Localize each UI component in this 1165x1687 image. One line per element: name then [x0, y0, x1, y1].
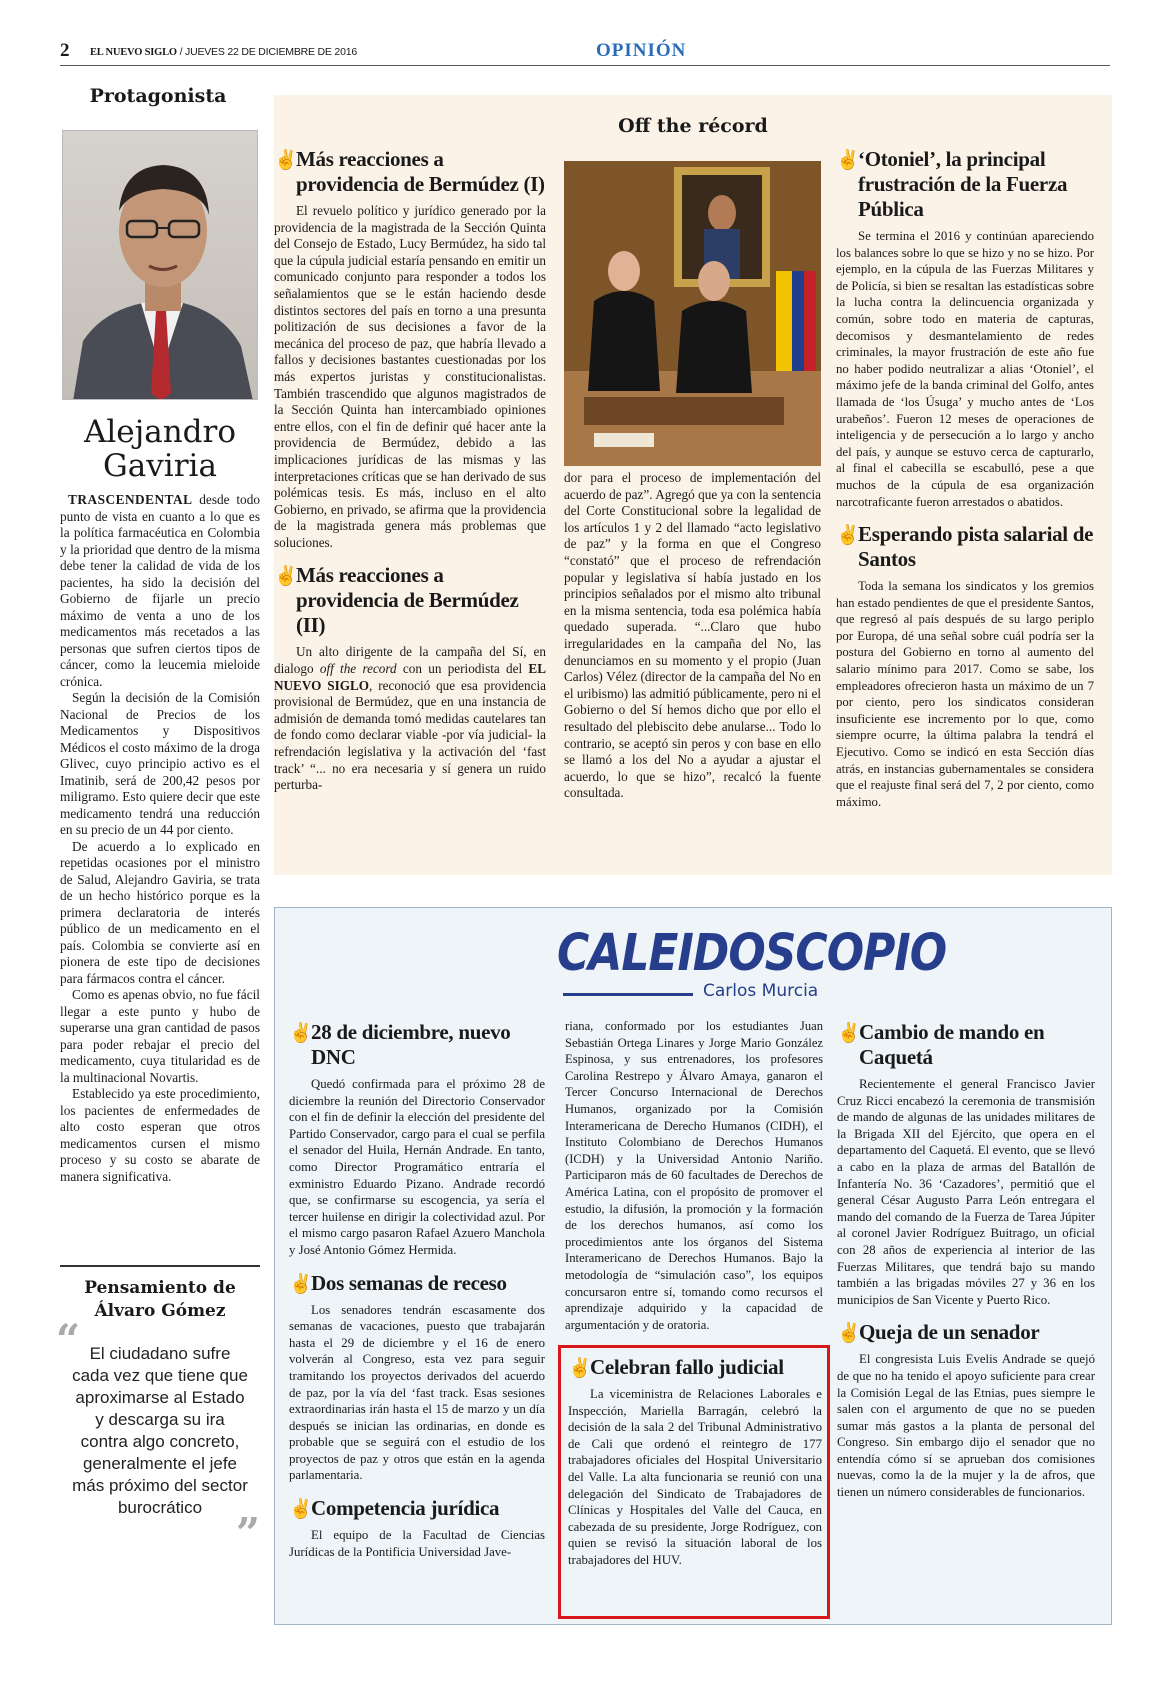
- victory-hand-icon: ✌: [837, 1323, 861, 1345]
- caleidoscopio-box: [274, 907, 1112, 1625]
- otr-column-3: [836, 147, 1094, 810]
- article-headline: ✌ 28 de diciembre, nuevo DNC: [289, 1020, 511, 1069]
- victory-hand-icon: ✌: [289, 1023, 313, 1044]
- quote-text: El ciudadano sufre cada vez que tiene que aproximarse al Estado y descarga su ira contra algo concreto, generalmente el jefe más próximo del sector burocrático: [72, 1344, 248, 1517]
- article-body: Recientemente el general Francisco Javier Cruz Ricci encabezó la ceremonia de transmisión de mando de algunas de las unidades militares de la Brigada XII del Ejército, que opera en el departamento del Caquetá. El evento, que se llevó a cabo en la plaza de armas del Batallón de Infantería No. 36 ‘Cazadores’, permitió que el general César Augusto Parra León entregara el mando del comando de la Fuerza de Tarea Júpiter al coronel Javier Rodríguez Buitrago, un oficial con 28 años de experiencia al interior de las Fuerzas Militares, que tendrá bajo su mando también a las brigadas móviles 27 y 36 en los municipios de San Vicente y Puerto Rico.: [837, 1077, 1095, 1307]
- article-body: dor para el proceso de implementación del acuerdo de paz”. Agregó que ya con la sentencia del Corte Constitucional sobre la legalidad de los artículos 1 y 2 del llamado “acto legislativo de paz” y la forma en que el Congreso “constató” que el proceso de refrendación popular y legislativa sí había justado en los principios señalados por el mismo alto tribunal en la misma sentencia, toda esa polémica había quedado superada. “...Claro que hubo irregularidades en la campaña del No, las denunciamos en su momento y el propio (Juan Carlos) Vélez (director de la campaña del No en el uribismo) las admitió públicamente, pero ni el Gobierno o del Sí hemos dicho que por ello el resultado del plebiscito debe anularse... Todo lo contrario, se aceptó sin peros y con base en ello se llamó a los del No a ayudar a ajustar el acuerdo, lo que se hizo”, recalcó la fuente consultada.: [564, 470, 821, 801]
- article-body: Un alto dirigente de la campaña del Sí, en dialogo off the record con un periodista del EL NUEVO SIGLO, reconoció que esa providencia provisional de Bermúdez, que en una instancia de admisión de demanda tomó medidas cautelares tan de fondo como declarar viable -por vía judicial- la refrendación legislativa y la activación del ‘fast track’ “... no era necesaria y sí genera un ruido perturba-: [274, 644, 546, 793]
- article-headline: ✌ Más reacciones a providencia de Bermúdez (I): [274, 147, 545, 196]
- article-body: El equipo de la Facultad de Ciencias Jurídicas de la Pontificia Universidad Jave-: [289, 1528, 545, 1559]
- article-headline: ✌ Celebran fallo judicial: [568, 1355, 784, 1379]
- article-body: Toda la semana los sindicatos y los gremios han estado pendientes de que el presidente Santos, que regresó al país después de su largo periplo por Europa, dé una señal sobre cuál podría ser la postura del Gobierno en torno al aumento del salario mínimo para 2017. Como se sabe, los empleadores ofrecieron hasta un máximo de un 7 por ciento, pero los sindicatos consideran insuficiente ese incremento por lo que, como siempre ocurre, la última palabra la tendrá el Ejecutivo. Como se indicó en esta Sección días atrás, en instancias gubernamentales se considera que el reajuste final será del 7, 2 por ciento, como máximo.: [836, 579, 1094, 809]
- article-headline: ✌ Esperando pista salarial de Santos: [836, 522, 1094, 572]
- protagonista-body: [60, 492, 260, 1185]
- cal-highlighted-article: [568, 1355, 822, 1569]
- off-the-record-title: Off the récord: [618, 115, 768, 137]
- article-headline: ✌ Competencia jurídica: [289, 1496, 500, 1521]
- article-body: El congresista Luis Evelis Andrade se quejó de que no ha tenido el apoyo suficiente para crear la Comisión Legal de las Etnias, pues siempre le salen con el argumento de que no se pueden sumar más gastos a la planta de personal del Congreso. Sin embargo dijo el senador que no entendía cómo sí se aprueban dos comisiones nuevas, como la de la mujer y la de afros, que tienen un número considerables de funcionarios.: [837, 1352, 1095, 1500]
- pensamiento-section: [56, 1265, 260, 1558]
- close-quote-icon: ”: [235, 1509, 260, 1558]
- article-body: riana, conformado por los estudiantes Juan Sebastián Ortega Linares y Jorge Mario González Espinosa, y sus entrenadores, los profesores Carolina Restrepo y Álvaro Amaya, ganaron el Tercer Concurso Internacional de Derechos Humanos, organizado por la Comisión Interamericana de Derecho Humanos (CIDH), el Instituto Colombiano de Derechos Humanos (ICDH) y la Universidad Antonio Nariño. Participaron más de 60 facultades de Derechos de América Latina, con el propósito de promover el estudio, la difusión, la promoción y la formación de los derechos humanos, así como los procedimientos ante los órganos del Sistema Interamericano de Derechos Humanos. Bajo la metodología de “simulación caso”, los equipos concursaron entre sí, tomando como recursos el aprendizaje adquirido y la capacidad de argumentación y de oratoria.: [565, 1019, 823, 1332]
- victory-hand-icon: ✌: [837, 1023, 861, 1044]
- portrait-illustration: [63, 131, 258, 400]
- article-body: La viceministra de Relaciones Laborales e Inspección, Mariella Barragán, celebró la decisión de la sala 2 del Tribunal Administrativo de Cali que ordenó el reintegro de 177 trabajadores oficiales del Hospital Universitario del Valle. La alta funcionaria se reunió con una delegación del Sindicato de Trabajadores de Clínicas y Hospitales del Valle del Cauca, en cabezada de su presidente, Jorge Rodríguez, con quien se revisó la situación laboral de los trabajadores del HUV.: [568, 1387, 822, 1567]
- protagonista-column: [56, 85, 260, 1645]
- page-header: [60, 40, 1110, 66]
- victory-hand-icon: ✌: [568, 1358, 592, 1379]
- otr-column-2: [564, 470, 821, 802]
- section-title: OPINIÓN: [596, 40, 687, 61]
- pensamiento-heading: Pensamiento de Álvaro Gómez: [84, 1278, 236, 1321]
- protagonista-paragraph: TRASCENDENTAL desde todo punto de vista en cuanto a lo que es la política farmacéutica en Colombia y la prioridad que dentro de la misma debe tener la calidad de vida de los pacientes, ha sido la decisión del Gobierno de fijarle un precio máximo de venta a uno de los medicamentos más recetados a las personas que sufren ciertos tipos de cáncer, como la leucemia mieloide crónica.: [60, 492, 260, 689]
- article-body: Quedó confirmada para el próximo 28 de diciembre la reunión del Directorio Conservador con el fin de definir la elección del presidente del Partido Conservador, cargo para el cual se perfila el senador del Huila, Hernán Andrade. En tanto, como Director Programático entraría el exministro Eduardo Pizano. Andrade recordó que, se confirmarse su escogencia, ya sería el tercer huilense en dirigir la colectividad azul. Por el mismo cargo pasaron Rafael Azuero Manchola y José Antonio Gómez Hermida.: [289, 1077, 545, 1257]
- victory-hand-icon: ✌: [289, 1273, 313, 1295]
- cal-column-3: [837, 1020, 1095, 1501]
- page-number: 2: [60, 40, 70, 61]
- article-headline: ✌ ‘Otoniel’, la principal frustración de la Fuerza Pública: [836, 147, 1068, 221]
- caleidoscopio-rule: [563, 993, 693, 996]
- protagonista-paragraph: Como es apenas obvio, no fue fácil llegar a este punto y hubo de superarse una gran cantidad de pasos para poder rebajar el precio del medicamento, cuya titularidad es de la multinacional Novartis.: [60, 987, 260, 1085]
- court-photo-illustration: [564, 161, 821, 466]
- otr-column-1: [274, 147, 546, 794]
- victory-hand-icon: ✌: [274, 150, 298, 171]
- victory-hand-icon: ✌: [836, 525, 860, 547]
- article-headline: ✌ Dos semanas de receso: [289, 1270, 507, 1295]
- court-photo: [564, 161, 821, 466]
- protagonista-paragraph: Establecido ya este procedimiento, los pacientes de enfermedades de alto costo esperan que otros medicamentos cursen el mismo proceso y su costo se abarate de manera significativa.: [60, 1086, 260, 1184]
- cal-column-1: [289, 1020, 545, 1560]
- newspaper-name: EL NUEVO SIGLO: [90, 47, 177, 58]
- masthead-date: [90, 46, 357, 58]
- protagonista-paragraph: De acuerdo a lo explicado en repetidas ocasiones por el ministro de Salud, Alejandro Gaviria, se trata de un hecho histórico porque es la primera declaratoria de interés público de un medicamento en el país. Colombia se convierte así en pionera de este tipo de decisiones para fármacos contra el cáncer.: [60, 838, 260, 986]
- issue-date: / JUEVES 22 DE DICIEMBRE DE 2016: [179, 46, 357, 58]
- lead-word: TRASCENDENTAL: [68, 492, 193, 507]
- protagonista-paragraph: Según la decisión de la Comisión Nacional de Precios de los Medicamentos y Dispositivos Médicos el costo máximo de la droga Glivec, cuyo principio activo es el Imatinib, será de 200,42 pesos por miligramo. Esto quiere decir que este medicamento tendrá una reducción en su precio de un 44 por ciento.: [60, 690, 260, 837]
- pensamiento-quote: [56, 1315, 260, 1558]
- article-body: Se termina el 2016 y continúan apareciendo los balances sobre lo que se hizo y no se hizo. Por ejemplo, en la cúpula de las Fuerzas Militares y de Policía, si bien se resaltan las estadísticas sobre la lucha contra la delincuencia organizada y común, sobre todo en materia de capturas, decomisos y desmantelamiento de redes criminales, la mayor frustración de este año fue no haber podido neutralizar a alias ‘Otoniel’, el máximo jefe de la banda criminal del Golfo, antes llamada de ‘los Úsuga’ y mucho antes de ‘Los urabeños’. Fueron 12 meses de operaciones de inteligencia y de persecución a lo largo y ancho del país, y aunque se estuvo cerca de capturarlo, al final el cabecilla se escabulló, pese a que muchos de la cúpula de esa organización narcotraficante fueron arrestados o abatidos.: [836, 229, 1094, 509]
- victory-hand-icon: ✌: [836, 150, 860, 171]
- author-name: Alejandro Gaviria: [83, 414, 237, 484]
- open-quote-icon: “: [56, 1315, 81, 1364]
- author-photo: [62, 130, 258, 400]
- article-headline: ✌ Queja de un senador: [837, 1320, 1040, 1345]
- off-the-record-box: [274, 95, 1112, 875]
- protagonista-heading: Protagonista: [89, 85, 227, 107]
- caleidoscopio-title: CALEIDOSCOPIO: [557, 924, 947, 983]
- caleidoscopio-author: Carlos Murcia: [703, 981, 819, 1001]
- article-body: Los senadores tendrán escasamente dos semanas de vacaciones, puesto que trabajarán hasta el 29 de diciembre y el 16 de enero volverán al Congreso, esta vez para seguir tramitando los proyectos derivados del acuerdo de paz, por la vía del ‘fast track. Esas sesiones extraordinarias irán hasta el 15 de marzo y un día después se inician las ordinarias, en donde es probable que se seguirá con el estudio de los proyectos de paz y otros que están en la agenda parlamentaria.: [289, 1302, 545, 1483]
- article-headline: ✌ Cambio de mando en Caquetá: [837, 1020, 1045, 1069]
- victory-hand-icon: ✌: [274, 566, 298, 588]
- cal-column-2: [565, 1018, 823, 1333]
- victory-hand-icon: ✌: [289, 1499, 313, 1521]
- article-body: El revuelo político y jurídico generado por la providencia de la magistrada de la Sección Quinta del Consejo de Estado, Lucy Bermúdez, ha sido tal que la cúpula judicial estaría pensando en emitir un comunicado conjunto para responder a todos los señalamientos que se le están haciendo desde distintos sectores del país en torno a una presunta politización de sus decisiones a favor de la mecánica del proceso de paz, que habría llevado a fallos y decisiones bastantes cuestionadas por los más expertos juristas y constitucionalistas. También trascendido que algunos magistrados de la Sección Quinta han intercambiado opiniones entre ellos, con el fin de definir qué hacer ante la providencia de Bermúdez, debido a las implicaciones jurídicas de las mismas y las interpretaciones críticas que se han derivado de sus polémicas tesis. Es más, incluso en el alto Gobierno, en privado, se afirma que la providencia de la magistrada genera más problemas que soluciones.: [274, 203, 546, 550]
- article-headline: ✌ Más reacciones a providencia de Bermúdez (II): [274, 563, 519, 638]
